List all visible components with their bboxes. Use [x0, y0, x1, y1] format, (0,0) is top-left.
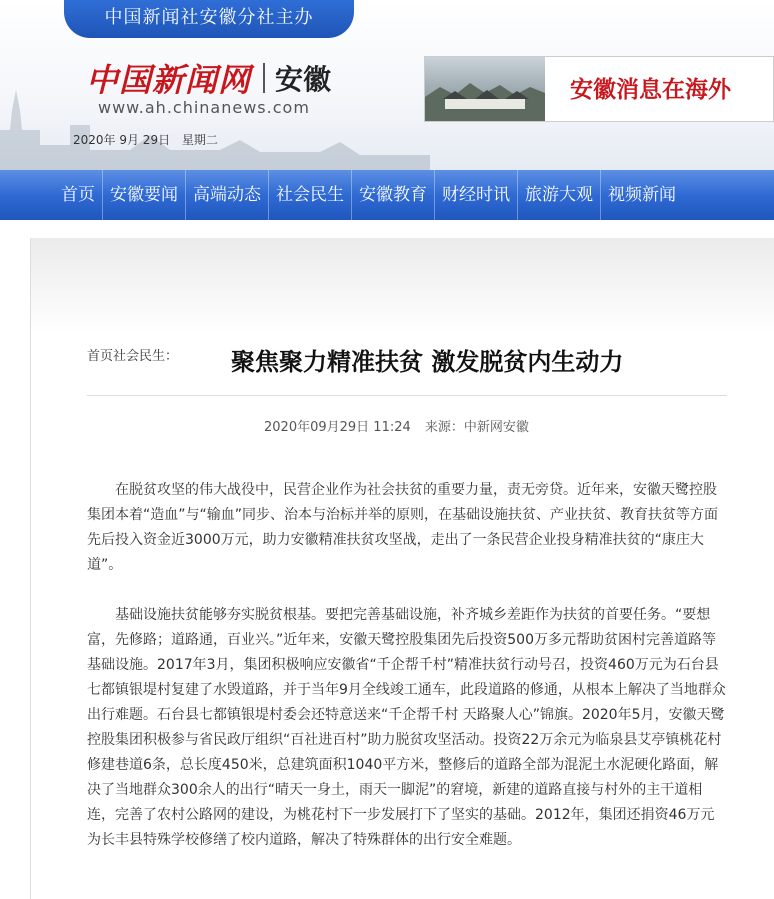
article-header-shade	[31, 238, 774, 334]
nav-item-finance[interactable]: 财经时讯	[434, 170, 517, 220]
article-datetime: 2020年09月29日 11:24	[264, 420, 411, 435]
ad-text: 安徽消息在海外	[570, 77, 731, 103]
title-divider	[87, 395, 727, 396]
nav-item-home[interactable]: 首页	[61, 185, 95, 205]
current-date: 2020年 9月 29日	[73, 133, 171, 147]
main-nav	[0, 170, 774, 220]
nav-item-society[interactable]: 社会民生	[268, 170, 351, 220]
site-logo[interactable]	[86, 56, 331, 100]
date-line	[73, 131, 226, 148]
breadcrumb-separator: ：	[165, 349, 179, 364]
breadcrumb-home[interactable]: 首页	[87, 349, 114, 364]
ad-banner[interactable]	[424, 56, 774, 122]
ad-photo-image	[425, 57, 545, 121]
nav-item-education[interactable]: 安徽教育	[351, 170, 434, 220]
logo-region: 安徽	[275, 63, 332, 96]
site-header	[0, 0, 774, 170]
article	[30, 238, 774, 899]
site-url: www.ah.chinanews.com	[98, 98, 310, 117]
article-title: 聚焦聚力精准扶贫 激发脱贫内生动力	[231, 348, 624, 376]
nav-item-high-level[interactable]: 高端动态	[185, 170, 268, 220]
article-paragraph: 基础设施扶贫能够夯实脱贫根基。要把完善基础设施，补齐城乡差距作为扶贫的首要任务。“要想富，先修路；道路通，百业兴。”近年来，安徽天鹭控股集团先后投资500万多元帮助贫困村完善道路等基础设施。2017年3月，集团积极响应安徽省“千企帮千村”精准扶贫行动号召，投资460万元为石台县七都镇银堤村复建了水毁道路，并于当年9月全线竣工通车，此段道路的修通，从根本上解决了当地群众出行难题。石台县七都镇银堤村委会还特意送来“千企帮千村 天路聚人心”锦旗。2020年5月，安徽天鹭控股集团积极参与省民政厅组织“百社进百村”助力脱贫攻坚活动。投资22万余元为临泉县艾亭镇桃花村修建巷道6条，总长度450米，总建筑面积1040平方米，整修后的道路全部为混泥土水泥硬化路面，解决了当地群众300余人的出行“晴天一身土，雨天一脚泥”的窘境，新建的道路直接与村外的主干道相连，完善了农村公路网的建设，为桃花村下一步发展打下了坚实的基础。2012年，集团还捐资46万元为长丰县特殊学校修缮了校内道路，解决了特殊群体的出行安全难题。	[87, 607, 726, 848]
article-meta	[264, 416, 539, 435]
breadcrumb-section[interactable]: 社会民生	[113, 349, 166, 364]
current-weekday: 星期二	[181, 133, 218, 147]
logo-wordmark: 中国新闻网	[86, 61, 252, 99]
nav-item-anhui-news[interactable]: 安徽要闻	[102, 170, 185, 220]
logo-divider	[263, 63, 265, 93]
article-source: 来源：中新网安徽	[424, 420, 529, 435]
nav-item-video[interactable]: 视频新闻	[600, 170, 683, 220]
nav-item-travel[interactable]: 旅游大观	[517, 170, 600, 220]
article-paragraph: 在脱贫攻坚的伟大战役中，民营企业作为社会扶贫的重要力量，责无旁贷。近年来，安徽天鹭控股集团本着“造血”与“输血”同步、治本与治标并举的原则，在基础设施扶贫、产业扶贫、教育扶贫等方面先后投入资金近3000万元，助力安徽精准扶贫攻坚战，走出了一条民营企业投身精准扶贫的“康庄大道”。	[87, 482, 719, 573]
top-banner: 中国新闻社安徽分社主办	[64, 0, 354, 38]
breadcrumb	[87, 345, 178, 364]
article-body	[87, 478, 727, 878]
